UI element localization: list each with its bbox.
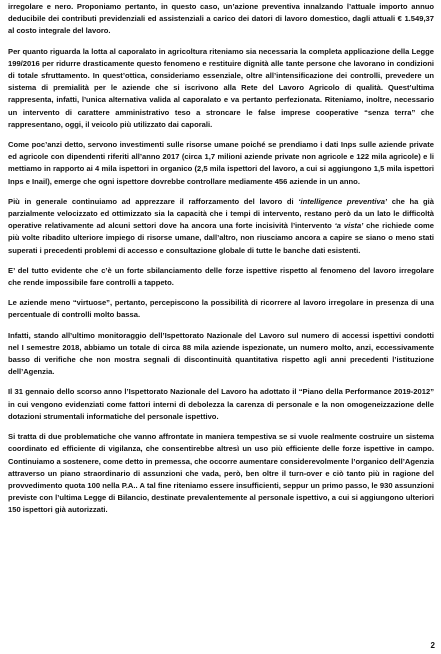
paragraph-text: Le aziende meno “virtuose”, pertanto, percepiscono la possibilità di ricorrere al lavoro irregolare in presenza di una percentuale di controlli molto bassa. <box>8 298 434 320</box>
paragraph-text: Infatti, stando all’ultimo monitoraggio dell’Ispettorato Nazionale del Lavoro sul numero di accessi ispettivi condotti nel I semestre 2018, abbiamo un totale di circa 88 mila aziende ispezionate, un numero molto, anzi, eccessivamente basso di verifiche che non mostra segnali di discontinuità quantitativa rispetto agli anni precedenti l’istituzione dell’Agenzia. <box>8 330 434 377</box>
paragraph-text: E’ del tutto evidente che c’è un forte sbilanciamento delle forze ispettive rispetto al fenomeno del lavoro irregolare che rende impossibile fare controlli a tappeto. <box>8 265 434 288</box>
paragraph-imbalance <box>8 265 434 289</box>
paragraph-intelligence-preventiva <box>8 196 434 257</box>
paragraph-performance-plan <box>8 386 434 423</box>
paragraph-inspector-ratio <box>8 139 434 188</box>
paragraph-italic-term: ‘a vista’ <box>334 221 364 231</box>
paragraph-text: Si tratta di due problematiche che vanno affrontate in maniera tempestiva se si vuole realmente costruire un sistema coordinato ed efficiente di vigilanza, che consentirebbe altresì un uso più efficiente delle forze ispettive in campo. Continuiamo a sostenere, come detto in premessa, che occorre aumentare considerevolmente l’organico dell’Agenzia attraverso un piano straordinario di assunzioni che vada, però, ben oltre il turn-over e ciò tanto più in ragione del provvedimento quota 100 nella P.A.. A tal fine riteniamo essere insufficienti, seppur un primo passo, le 930 assunzioni previste con l’ultima Legge di Bilancio, destinate prevalentemente al personale ispettivo, a cui si aggiungono ulteriori 150 ispettori già autorizzati. <box>8 432 434 515</box>
paragraph-text: Il 31 gennaio dello scorso anno l’Ispettorato Nazionale del Lavoro ha adottato il “Piano della Performance 2019-2012” in cui vengono evidenziati come fattori interni di debolezza la carenza di personale e la non omogeneizzazione delle dotazioni strumentali informatiche del personale ispettivo. <box>8 387 434 421</box>
paragraph-less-virtuous-companies <box>8 297 434 321</box>
paragraph-italic-term: ‘intelligence preventiva’ <box>298 196 388 206</box>
paragraph-text: Per quanto riguarda la lotta al caporalato in agricoltura riteniamo sia necessaria la completa applicazione della Legge 199/2016 per ridurre drasticamente questo fenomeno e restituire dignità alle tante persone che lavorano in condizioni di totale sfruttamento. In quest’ottica, consideriamo essenziale, oltre all’intensificazione dei controlli, prevedere un sistema di premialità per le aziende che si iscrivono alla Rete del Lavoro Agricolo di qualità. Quest’ultima rappresenta, infatti, l’unica alternativa valida al caporalato e va pertanto perfezionata. Riteniamo, inoltre, necessario un intervento di carattere amministrativo teso a stroncare le false imprese cooperative “senza terra” che rappresentano, oggi, il veicolo più utilizzato dai caporali. <box>8 46 434 129</box>
paragraph-text: irregolare e nero. Proponiamo pertanto, in questo caso, un’azione preventiva innalzando l’attuale importo annuo deducibile dei contributi previdenziali ed assistenziali a carico dei datori di lavoro domestico, dagli attuali € 1.549,37 al costo integrale del lavoro. <box>8 2 434 36</box>
paragraph-agricultural-caporalato <box>8 46 434 131</box>
paragraph-text: Più in generale continuiamo ad apprezzare il rafforzamento del lavoro di <box>8 196 299 206</box>
document-body <box>8 1 434 525</box>
page-number: 2 <box>430 641 435 650</box>
paragraph-monitoring-2018 <box>8 330 434 379</box>
paragraph-hiring-plan <box>8 431 434 516</box>
paragraph-domestic-work-deduction <box>8 1 434 38</box>
paragraph-text: che ha già parzialmente velocizzato ed ottimizzato sia la capacità che i tempi di intervento, restano però da un lato le difficoltà operative relativamente ad alcuni settori dove ha ancora una forte incisività l’intervento <box>8 196 435 231</box>
paragraph-text: Come poc’anzi detto, servono investimenti sulle risorse umane poiché se prendiamo i dati Inps sulle aziende private ed agricole con dipendenti riferiti all’anno 2017 (circa 1,7 milioni aziende private non agricole e 122 mila agricole) e li mettiamo in rapporto ai 4 mila ispettori in organico (2,5 mila ispettori del lavoro, a cui si aggiungono 1,5 mila ispettori Inps e Inail), emerge che ogni ispettore dovrebbe controllare mediamente 456 aziende in un anno. <box>8 140 434 186</box>
paragraph-text: che richiede come più volte ribadito ulteriore impiego di risorse umane, dall’altro, non riusciamo ancora a capire se siano o meno stati superati i precedenti problemi di accesso e consultazione globale di tutte le banche dati esistenti. <box>8 221 434 255</box>
